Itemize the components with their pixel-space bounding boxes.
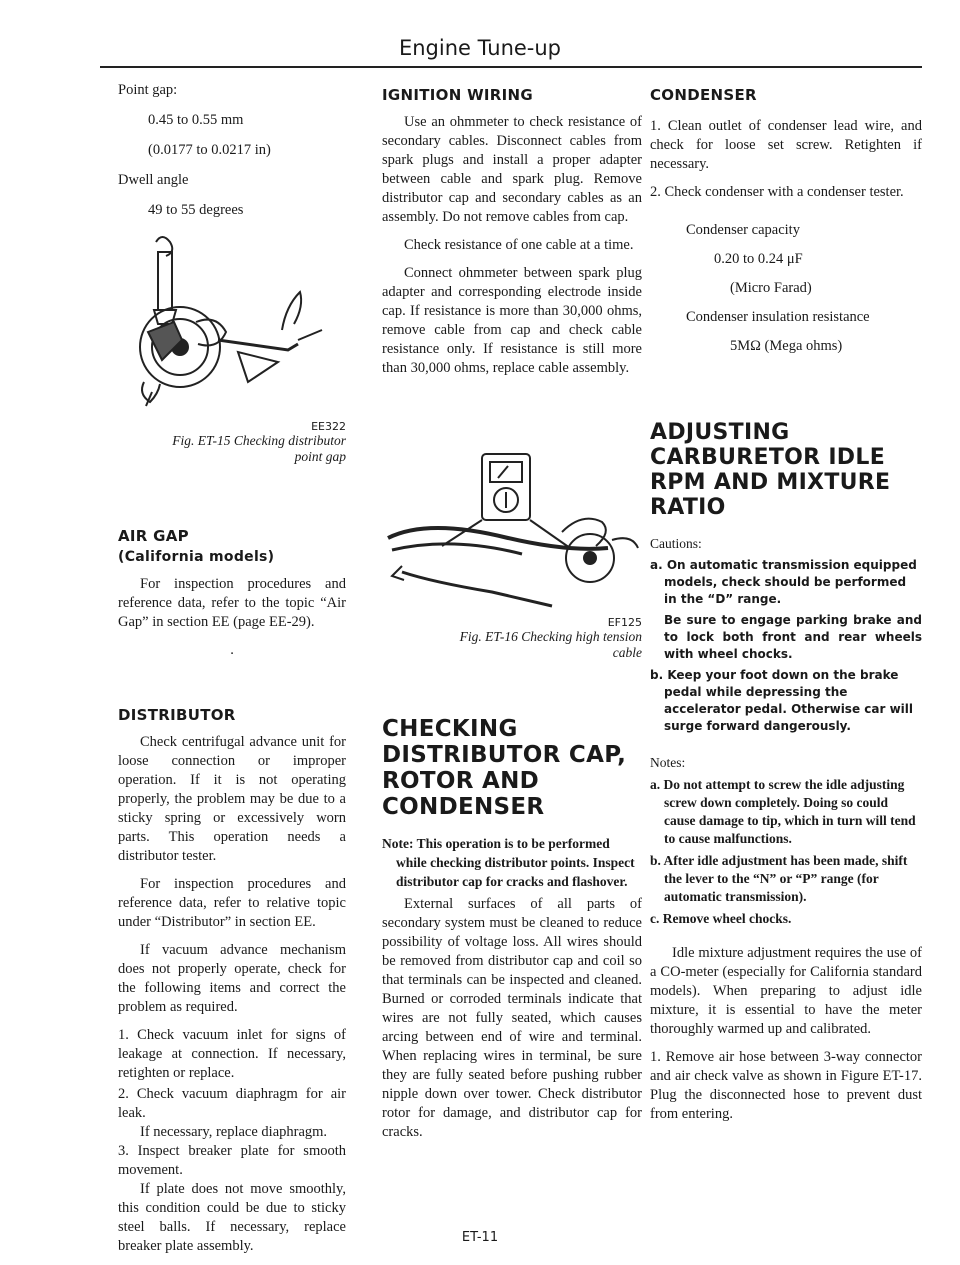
note-item: b. After idle adjustment has been made, shift the lever to the “N” or “P” range (for automatic transmission). [650, 853, 908, 904]
distributor-illustration [118, 222, 346, 422]
paragraph: Check centrifugal advance unit for loose connection or improper operation. If it is not operating properly, the problem may be due to a sticky spring or excessively worn parts. This operation needs a distributor tester. [118, 734, 346, 864]
paragraph: If vacuum advance mechanism does not properly operate, check for the following items and correct the problem as required. [118, 942, 346, 1015]
left-column [118, 80, 346, 230]
notes-label: Notes: [650, 755, 686, 770]
header-rule [100, 66, 922, 68]
title-line: DISTRIBUTOR CAP, [382, 742, 627, 768]
figure-caption [382, 629, 642, 661]
section-title: IGNITION WIRING [382, 86, 533, 104]
notes-list [650, 776, 922, 928]
spec-value: 5MΩ (Mega ohms) [730, 338, 843, 354]
condenser-section [650, 86, 922, 365]
spec-point-gap [118, 80, 346, 221]
caption-line: point gap [294, 449, 346, 464]
checking-section [382, 716, 642, 1151]
section-title: DISTRIBUTOR [118, 706, 236, 724]
spec-label: Dwell angle [118, 172, 189, 188]
condenser-spec [650, 220, 922, 356]
section-title: AIR GAP [118, 527, 189, 545]
spec-value: (Micro Farad) [730, 280, 812, 296]
figure-caption [118, 433, 346, 465]
section-title [650, 420, 922, 520]
caption-line: Fig. ET-15 Checking distributor [172, 433, 346, 448]
ignition-wiring-section [382, 86, 642, 387]
spec-value: (0.0177 to 0.0217 in) [148, 142, 271, 158]
spec-label: Condenser insulation resistance [686, 309, 870, 325]
paragraph: External surfaces of all parts of secondary system must be cleaned to reduce possibility of voltage loss. All wires should be removed from distributor cap and coil so that terminals can be inspected and cleaned. Burned or corroded terminals indicate that wires are not fully seated, which causes arcing between end of wire and terminal. When replacing wires in terminal, be sure they are fully seated before pushing rubber nipple down over tower. Check distributor rotor for damage, and distributor cap for cracks. [382, 896, 642, 1140]
air-gap-section [118, 527, 346, 660]
section-title: CONDENSER [650, 86, 757, 104]
spec-label: Point gap: [118, 82, 178, 98]
list-item: 1. Check vacuum inlet for signs of leakage at connection. If necessary, retighten or replace. [118, 1027, 346, 1081]
section-subtitle: (California models) [118, 549, 275, 565]
caution-item: b. Keep your foot down on the brake pedal while depressing the accelerator pedal. Otherwise car will surge forward dangerously. [650, 668, 913, 733]
paragraph: If necessary, replace diaphragm. [140, 1124, 328, 1140]
title-line: RATIO [650, 495, 726, 520]
title-line: CARBURETOR IDLE [650, 445, 886, 470]
paragraph: Connect ohmmeter between spark plug adapter and corresponding electrode inside cap. If resistance is more than 30,000 ohms, remove cable from cap and check cable resistance only. If resistance is still more than 30,000 ohms, replace cable assembly. [382, 265, 642, 376]
page-header-title: Engine Tune-up [398, 36, 562, 60]
title-line: CONDENSER [382, 794, 545, 820]
title-line: ADJUSTING [650, 420, 790, 445]
paragraph: If plate does not move smoothly, this condition could be due to sticky steel balls. If necessary, replace breaker plate assembly. [118, 1181, 346, 1254]
caution-item: a. On automatic transmission equipped models, check should be performed in the “D” range. [650, 558, 917, 606]
list-item: 2. Check condenser with a condenser tester. [650, 184, 904, 200]
cautions-label: Cautions: [650, 536, 702, 551]
paragraph: Check resistance of one cable at a time. [404, 237, 634, 253]
title-line: ROTOR AND [382, 768, 540, 794]
caption-line: Fig. ET-16 Checking high tension [459, 629, 642, 644]
adjusting-section [650, 420, 922, 1133]
ohmmeter-cable-illustration [382, 450, 642, 620]
title-line: RPM AND MIXTURE [650, 470, 891, 495]
title-line: CHECKING [382, 716, 518, 742]
figure-distributor-point-gap [118, 222, 346, 462]
list-item: 1. Clean outlet of condenser lead wire, and check for loose set screw. Retighten if necessary. [650, 118, 922, 172]
note-text: Note: This operation is to be performed while checking distributor points. Inspect distributor cap for cracks and flashover. [382, 836, 635, 889]
spec-label: Condenser capacity [686, 222, 800, 238]
cautions-list [650, 557, 922, 735]
caption-line: cable [612, 645, 642, 660]
paragraph: Use an ohmmeter to check resistance of secondary cables. Disconnect cables from spark plugs and install a proper adapter between cable and spark plug. Remove distributor cap and secondary cables as an assembly. Do not remove cables from cap. [382, 114, 642, 225]
figure-code: EF125 [607, 616, 642, 629]
figure-code: EE322 [311, 420, 346, 433]
list-item: 2. Check vacuum diaphragm for air leak. [118, 1086, 346, 1121]
list-item: 3. Inspect breaker plate for smooth movement. [118, 1143, 346, 1178]
paragraph: For inspection procedures and reference data, refer to the topic “Air Gap” in section EE (page EE-29). [118, 576, 346, 630]
note-item: c. Remove wheel chocks. [650, 911, 792, 926]
paragraph: For inspection procedures and reference data, refer to relative topic under “Distributor” in section EE. [118, 876, 346, 930]
paragraph: Idle mixture adjustment requires the use of a CO-meter (especially for California standard models). When preparing to adjust idle mixture, it is essential to have the meter thoroughly warmed up and calibrated. [650, 945, 922, 1037]
paragraph: 1. Remove air hose between 3-way connector and air check valve as shown in Figure ET-17. Plug the disconnected hose to prevent dust from entering. [650, 1049, 922, 1122]
figure-high-tension-cable [382, 450, 642, 665]
section-title [382, 716, 642, 820]
spec-value: 0.20 to 0.24 μF [714, 251, 803, 267]
stray-dot: . [230, 642, 234, 658]
page-number: ET-11 [461, 1230, 499, 1245]
distributor-section [118, 706, 346, 1265]
note-item: a. Do not attempt to screw the idle adjusting screw down completely. Doing so could cause damage to tip, which in turn will tend to cause malfunctions. [650, 777, 916, 846]
caution-item: Be sure to engage parking brake and to lock both front and rear wheels with wheel chocks. [664, 613, 922, 661]
spec-value: 49 to 55 degrees [148, 202, 244, 218]
spec-value: 0.45 to 0.55 mm [148, 112, 244, 128]
